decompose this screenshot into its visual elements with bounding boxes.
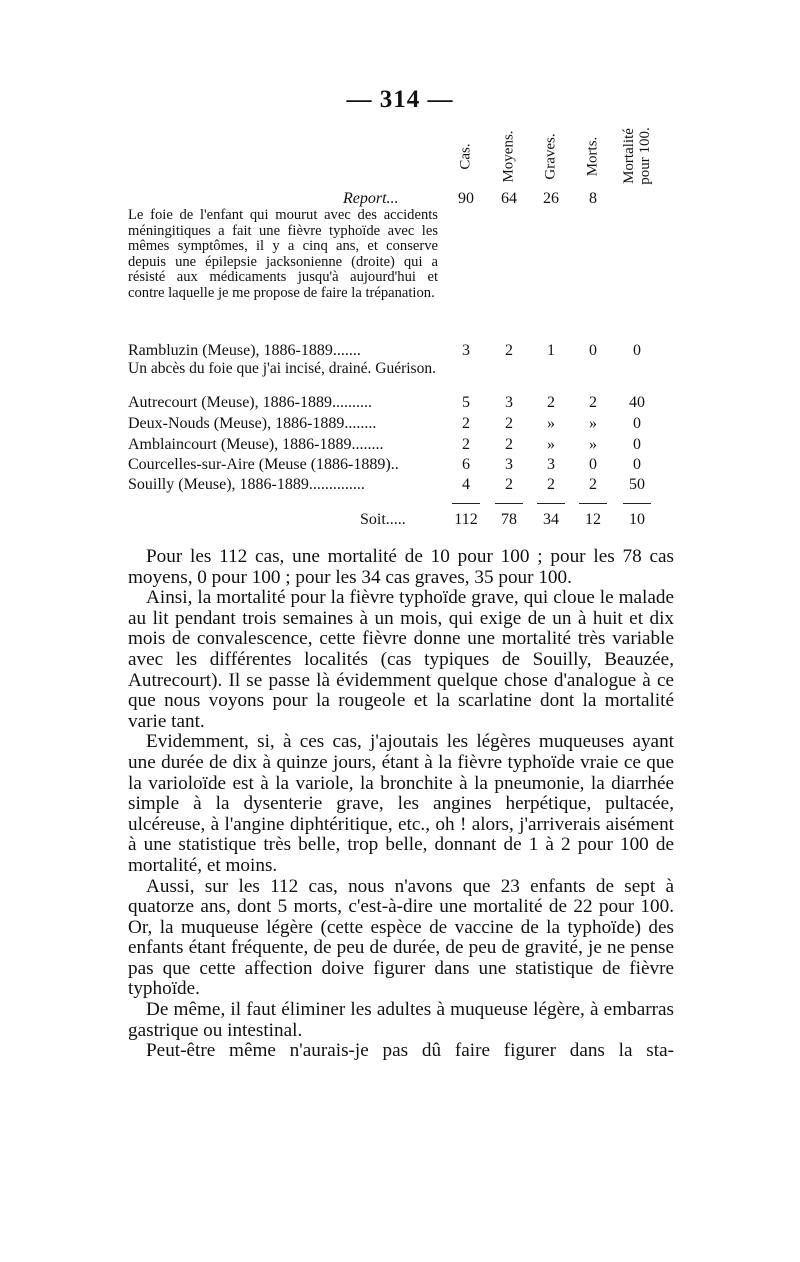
table-note-2: Un abcès du foie que j'ai incisé, drainé. Guérison.: [128, 360, 436, 377]
paragraph: Peut-être même n'aurais-je pas dû faire figurer dans la sta-: [146, 1040, 674, 1062]
header-mortalite: Mortalité pour 100.: [621, 127, 653, 185]
paragraph: Pour les 112 cas, une mortalité de 10 pour 100 ; pour les 78 cas moyens, 0 pour 100 ; pour les 34 cas graves, 35 pour 100.: [128, 546, 674, 588]
header-morts: Morts.: [584, 136, 601, 176]
header-moyens: Moyens.: [500, 129, 517, 183]
total-rule: [579, 503, 607, 504]
total-rule: [623, 503, 651, 504]
table-row: Deux-Nouds (Meuse), 1886-1889........ 2 2 » » 0: [128, 415, 641, 432]
table-note-1: Le foie de l'enfant qui mourut avec des accidents méningitiques a fait une fièvre typhoïde avec les mêmes symptômes, il y a cinq ans, et conserve depuis une épilepsie jacksonienne (droite) qui a résisté aux médicaments jusqu'à aujourd'hui et contre laquelle je me propose de faire la trépanation.: [128, 207, 438, 301]
body-text: [128, 547, 674, 1062]
header-graves: Graves.: [542, 132, 559, 180]
paragraph: Evidemment, si, à ces cas, j'ajoutais les légères muqueuses ayant une durée de dix à quinze jours, étant à la fièvre typhoïde vraie ce que la varioloïde est à la variole, la bronchite à la pneumonie, la diarrhée simple à la dysenterie grave, les angines herpétique, pultacée, ulcéreuse, à l'angine diphtéritique, etc., oh ! alors, j'arriverais aisément à une statistique très belle, trop belle, donnant de 1 à 2 pour 100 de mortalité, et moins.: [128, 731, 674, 876]
table-row-report: Report... 90 64 26 8: [343, 190, 597, 207]
table-row: Courcelles-sur-Aire (Meuse (1886-1889).. 6 3 3 0 0: [128, 456, 641, 473]
table-row: Souilly (Meuse), 1886-1889.............. 4 2 2 2 50: [128, 476, 645, 493]
page-number: — 314 —: [346, 86, 454, 113]
total-rule: [452, 503, 480, 504]
paragraph: Aussi, sur les 112 cas, nous n'avons que 23 enfants de sept à quatorze ans, dont 5 morts, c'est-à-dire une mortalité de 22 pour 100. Or, la muqueuse légère (cette espèce de vaccine de la typhoïde) des enfants étant fréquente, de peu de durée, de peu de gravité, je ne pense pas que cette affection doive figurer dans une statistique de fièvre typhoïde.: [128, 875, 674, 1000]
table-row-total: Soit..... 112 78 34 12 10: [360, 511, 645, 528]
total-rule: [495, 503, 523, 504]
paragraph: De même, il faut éliminer les adultes à muqueuse légère, à embarras gastrique ou intestinal.: [128, 999, 674, 1041]
table-row-rambluzin: Rambluzin (Meuse), 1886-1889....... 3 2 1 0 0: [128, 342, 641, 359]
total-rule: [537, 503, 565, 504]
table-row: Autrecourt (Meuse), 1886-1889.......... 5 3 2 2 40: [128, 394, 645, 411]
paragraph: Ainsi, la mortalité pour la fièvre typhoïde grave, qui cloue le malade au lit pendant trois semaines à un mois, qui exige de un à huit et dix mois de convalescence, cette fièvre donne une mortalité très variable avec les différentes localités (cas typiques de Souilly, Beauzée, Autrecourt). Il se passe là évidemment quelque chose d'analogue à ce que nous voyons pour la rougeole et la scarlatine dont la mortalité varie tant.: [128, 587, 674, 732]
table-row: Amblaincourt (Meuse), 1886-1889........ 2 2 » » 0: [128, 436, 641, 453]
header-cas: Cas.: [457, 142, 474, 170]
